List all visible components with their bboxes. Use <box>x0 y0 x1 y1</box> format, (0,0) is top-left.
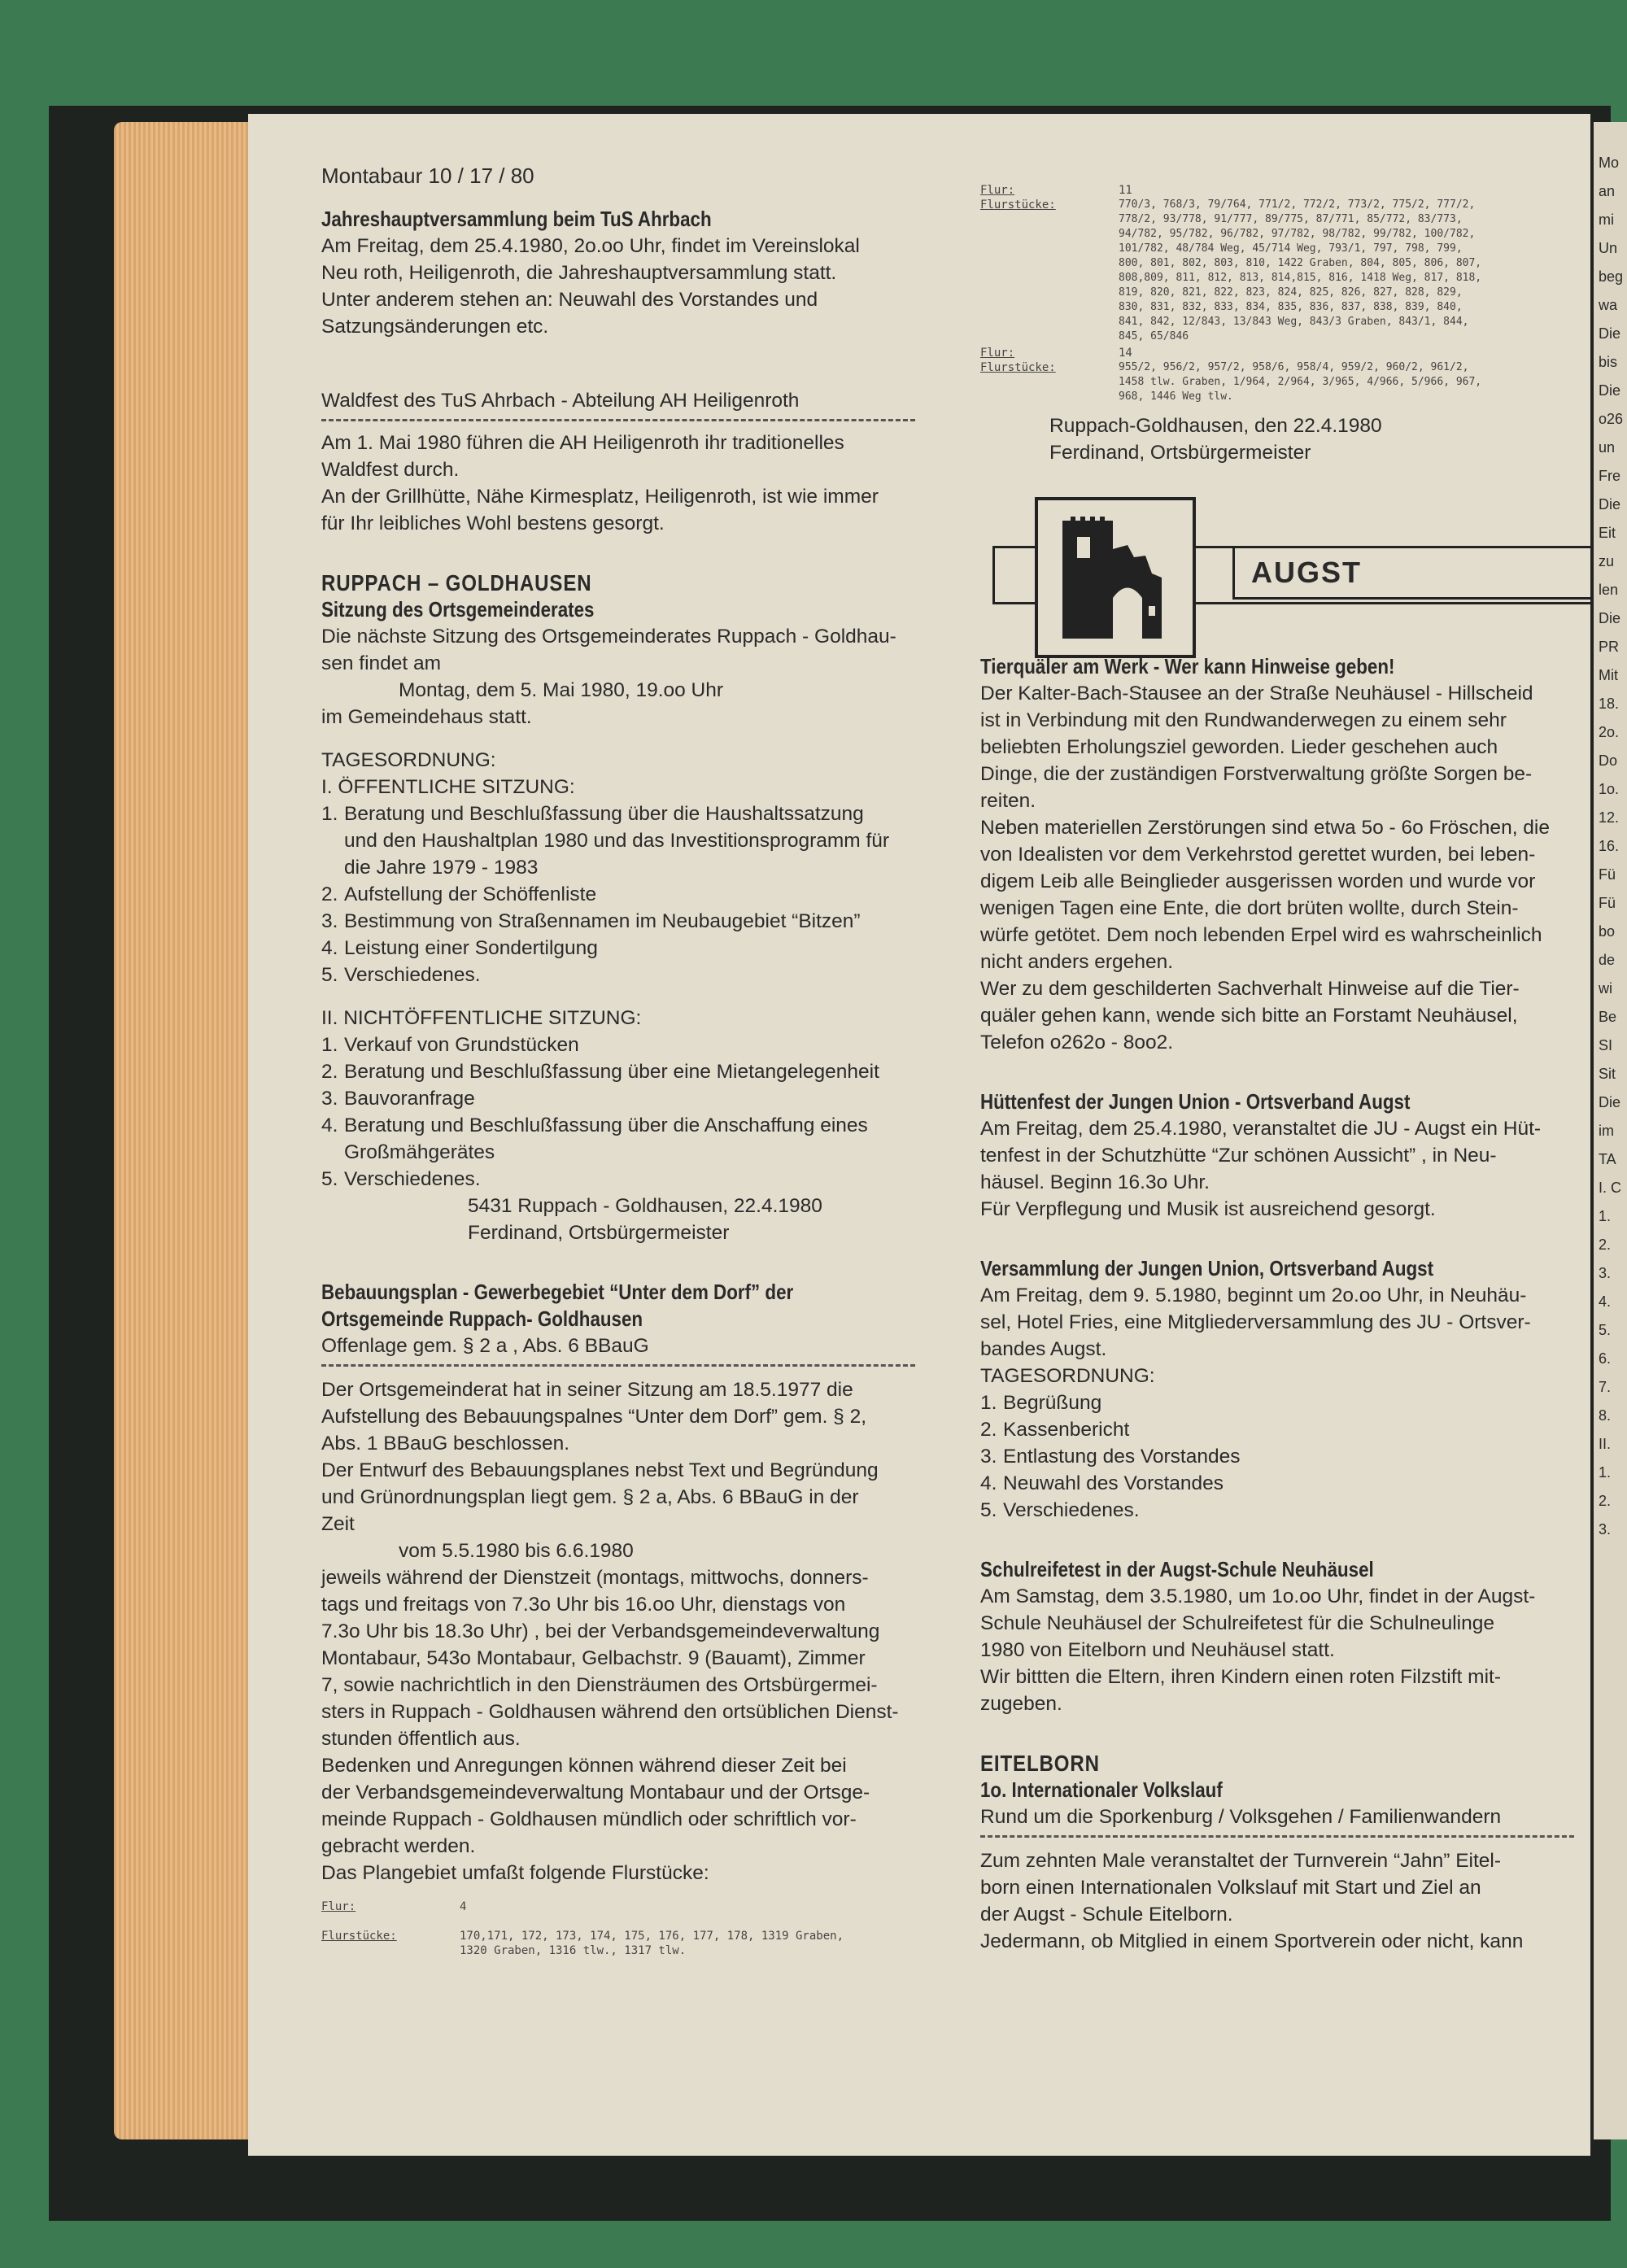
next-page-fragment: Die <box>1599 496 1621 512</box>
castle-ruin-icon <box>1038 500 1186 648</box>
agenda-item: 2. Beratung und Beschlußfassung über eine Mietangelegenheit <box>321 1061 879 1083</box>
next-page-fragment: 7. <box>1599 1379 1612 1395</box>
next-page-fragment: bo <box>1599 923 1616 940</box>
agenda-title: TAGESORDNUNG: <box>980 1365 1155 1387</box>
next-page-fragment: 1. <box>1599 1464 1612 1481</box>
agenda-item: 4. Beratung und Beschlußfassung über die Anschaffung eines <box>321 1114 868 1136</box>
next-page-fragment: 3. <box>1599 1521 1612 1537</box>
agenda-item: Großmähgerätes <box>344 1141 495 1163</box>
next-page-fragment: beg <box>1599 268 1624 285</box>
next-page-edge <box>1590 122 1627 2139</box>
meeting-venue: im Gemeindehaus statt. <box>321 706 532 728</box>
next-page-fragment: wa <box>1599 297 1618 313</box>
display-period: vom 5.5.1980 bis 6.6.1980 <box>399 1540 634 1562</box>
text-line: Wer zu dem geschilderten Sachverhalt Hinweise auf die Tier- <box>980 978 1520 1000</box>
text-line: würfe getötet. Dem noch lebenden Erpel wird es wahrscheinlich <box>980 924 1542 946</box>
text-line: Zum zehnten Male veranstaltet der Turnverein “Jahn” Eitel- <box>980 1850 1502 1872</box>
text-line: sen findet am <box>321 652 442 674</box>
text-line: 7, sowie nachrichtlich in den Diensträumen des Ortsbürgermei- <box>321 1674 878 1696</box>
article-title: 1o. Internationaler Volkslauf <box>980 1777 1223 1802</box>
next-page-fragment: 4. <box>1599 1293 1612 1310</box>
next-page-fragment: 8. <box>1599 1407 1612 1424</box>
text-line: wenigen Tagen eine Ente, die dort brüten wollte, durch Stein- <box>980 897 1519 919</box>
article-waldfest <box>321 387 972 537</box>
text-line: Zeit <box>321 1513 355 1535</box>
agenda-item: 1. Beratung und Beschlußfassung über die Haushaltssatzung <box>321 803 864 825</box>
article-huettenfest <box>980 1088 1590 1223</box>
text-line: Jedermann, ob Mitglied in einem Sportverein oder nicht, kann <box>980 1930 1524 1952</box>
article-subtitle: Rund um die Sporkenburg / Volksgehen / Familienwandern <box>980 1803 1574 1838</box>
next-page-fragment: 3. <box>1599 1265 1612 1281</box>
augst-title: AUGST <box>1232 546 1603 600</box>
text-line: für Ihr leibliches Wohl bestens gesorgt. <box>321 512 665 534</box>
next-page-fragment: Un <box>1599 240 1618 256</box>
article-title: Versammlung der Jungen Union, Ortsverband Augst <box>980 1256 1434 1280</box>
next-page-fragment: 18. <box>1599 696 1620 712</box>
text-line: Abs. 1 BBauG beschlossen. <box>321 1433 570 1455</box>
next-page-fragment: zu <box>1599 553 1615 569</box>
text-line: digem Leib alle Beinglieder ausgerissen worden und wurde vor <box>980 870 1536 892</box>
next-page-fragment: 16. <box>1599 838 1620 854</box>
next-page-fragment: an <box>1599 183 1616 199</box>
text-line: An der Grillhütte, Nähe Kirmesplatz, Heiligenroth, ist wie immer <box>321 486 879 508</box>
signature-place-date: Ruppach-Goldhausen, den 22.4.1980 <box>1049 415 1382 437</box>
text-line: Der Ortsgemeinderat hat in seiner Sitzung am 18.5.1977 die <box>321 1379 853 1401</box>
next-page-fragment: mi <box>1599 212 1614 228</box>
text-line: Schule Neuhäusel der Schulreifetest für die Schulneulinge <box>980 1612 1494 1634</box>
text-line: sters in Ruppach - Goldhausen während den ortsüblichen Dienst- <box>321 1701 899 1723</box>
text-line: tenfest in der Schutzhütte “Zur schönen Aussicht” , in Neu- <box>980 1145 1497 1167</box>
flur-row: Flur: 11 <box>980 184 1132 197</box>
agenda-item: 1. Begrüßung <box>980 1392 1102 1414</box>
agenda-item: 2. Aufstellung der Schöffenliste <box>321 883 597 905</box>
next-page-fragment: TA <box>1599 1151 1616 1167</box>
article-ortsgemeinderat <box>321 569 972 1246</box>
text-line: Montabaur, 543o Montabaur, Gelbachstr. 9 (Bauamt), Zimmer <box>321 1647 866 1669</box>
text-line: der Augst - Schule Eitelborn. <box>980 1904 1233 1926</box>
next-page-fragment: SI <box>1599 1037 1613 1053</box>
private-session-title: II. NICHTÖFFENTLICHE SITZUNG: <box>321 1007 642 1029</box>
next-page-fragment: un <box>1599 439 1616 456</box>
next-page-fragment: Sit <box>1599 1066 1616 1082</box>
right-column <box>980 183 1590 1955</box>
next-page-fragment: bis <box>1599 354 1618 370</box>
text-line: Für Verpflegung und Musik ist ausreichend gesorgt. <box>980 1198 1436 1220</box>
next-page-fragment: o26 <box>1599 411 1624 427</box>
text-line: Unter anderem stehen an: Neuwahl des Vorstandes und <box>321 289 818 311</box>
text-line: beliebten Erholungsziel geworden. Lieder geschehen auch <box>980 736 1498 758</box>
next-page-fragment: Die <box>1599 325 1621 342</box>
flurstuecke-row: Flurstücke: 770/3, 768/3, 79/764, 771/2, 772/2, 773/2, 775/2, 777/2, 778/2, 93/778, 91/777, 89/775, 87/771, 85/772, 83/773, 94/782, 95/782, 96/782, 97/782, 98/782, 99/782, 100/782, 101/782, 48/784 Weg, 45/714 Weg, 793/1, 797, 798, 799, 800, 801, 802, 803, 810, 1422 Graben, 804, 805, 806, 807, 808,809, 811, 812, 813, 814,815, 816, 1418 Weg, 817, 818, 819, 820, 821, 822, 823, 824, 825, 826, 827, 828, 829, 830, 831, 832, 833, 834, 835, 836, 837, 838, 839, 840, 841, 842, 12/843, 13/843 Weg, 843/3 Graben, 843/1, 844, 845, 65/846 <box>980 198 1482 342</box>
next-page-fragment: Die <box>1599 382 1621 399</box>
next-page-fragment: 5. <box>1599 1322 1612 1338</box>
next-page-fragment: 12. <box>1599 809 1620 826</box>
article-title: Sitzung des Ortsgemeinderates <box>321 597 595 622</box>
text-line: gebracht werden. <box>321 1835 476 1857</box>
next-page-fragment: PR <box>1599 639 1620 655</box>
article-schulreifetest <box>980 1556 1590 1717</box>
text-line: 7.3o Uhr bis 18.3o Uhr) , bei der Verbandsgemeindeverwaltung <box>321 1620 880 1642</box>
article-subtitle: Offenlage gem. § 2 a , Abs. 6 BBauG <box>321 1332 915 1367</box>
article-volkslauf <box>980 1750 1590 1955</box>
text-line: sel, Hotel Fries, eine Mitgliederversammlung des JU - Ortsver- <box>980 1311 1531 1333</box>
text-line: 1980 von Eitelborn und Neuhäusel statt. <box>980 1639 1335 1661</box>
article-ju-versammlung <box>980 1255 1590 1524</box>
next-page-fragment: len <box>1599 582 1619 598</box>
meeting-date: Montag, dem 5. Mai 1980, 19.oo Uhr <box>399 679 724 701</box>
next-page-fragment: Die <box>1599 610 1621 626</box>
text-line: born einen Internationalen Volkslauf mit Start und Ziel an <box>980 1877 1481 1899</box>
augst-section-banner <box>992 497 1590 635</box>
agenda-item: 2. Kassenbericht <box>980 1419 1130 1441</box>
article-bebauungsplan <box>321 1279 972 1958</box>
next-page-fragment: Die <box>1599 1094 1621 1110</box>
text-line: nicht anders ergehen. <box>980 951 1173 973</box>
agenda-item: 4. Neuwahl des Vorstandes <box>980 1472 1224 1494</box>
text-line: Satzungsänderungen etc. <box>321 316 549 338</box>
agenda-item: die Jahre 1979 - 1983 <box>344 857 539 879</box>
agenda-item: 5. Verschiedenes. <box>321 1168 481 1190</box>
article-title: Bebauungsplan - Gewerbegebiet “Unter dem Dorf” der <box>321 1280 794 1304</box>
agenda-item: 3. Bauvoranfrage <box>321 1088 475 1110</box>
text-line: Telefon o262o - 8oo2. <box>980 1032 1174 1053</box>
next-page-fragment: Mit <box>1599 667 1618 683</box>
text-line: Am 1. Mai 1980 führen die AH Heiligenroth ihr traditionelles <box>321 432 844 454</box>
text-line: Wir bittten die Eltern, ihren Kindern einen roten Filzstift mit- <box>980 1666 1501 1688</box>
next-page-fragment: 1o. <box>1599 781 1620 797</box>
next-page-fragment: Fü <box>1599 895 1616 911</box>
text-line: meinde Ruppach - Goldhausen mündlich oder schriftlich vor- <box>321 1808 857 1830</box>
text-line: jeweils während der Dienstzeit (montags, mittwochs, donners- <box>321 1567 869 1589</box>
text-line: quäler gehen kann, wende sich bitte an Forstamt Neuhäusel, <box>980 1005 1518 1027</box>
article-title: Waldfest des TuS Ahrbach - Abteilung AH Heiligenroth <box>321 387 915 421</box>
agenda-title: TAGESORDNUNG: <box>321 749 496 771</box>
text-line: zugeben. <box>980 1693 1062 1715</box>
next-page-fragment: 2. <box>1599 1236 1612 1253</box>
signature-name: Ferdinand, Ortsbürgermeister <box>468 1222 730 1244</box>
next-page-fragment: wi <box>1599 980 1612 997</box>
text-line: ist in Verbindung mit den Rundwanderwegen zu einem sehr <box>980 709 1507 731</box>
article-title-line2: Ortsgemeinde Ruppach- Goldhausen <box>321 1306 643 1331</box>
section-place-heading: EITELBORN <box>980 1751 1100 1776</box>
next-page-fragment: Be <box>1599 1009 1617 1025</box>
article-jahreshauptversammlung <box>321 206 972 340</box>
next-page-fragment: 1. <box>1599 1208 1612 1224</box>
next-page-fragment: 6. <box>1599 1350 1612 1367</box>
next-page-fragment: de <box>1599 952 1616 968</box>
text-line: und Grünordnungsplan liegt gem. § 2 a, Abs. 6 BBauG in der <box>321 1486 859 1508</box>
text-line: Der Kalter-Bach-Stausee an der Straße Neuhäusel - Hillscheid <box>980 683 1533 704</box>
text-line: Die nächste Sitzung des Ortsgemeinderates Ruppach - Goldhau- <box>321 626 896 648</box>
agenda-item: und den Haushaltplan 1980 und das Investitionsprogramm für <box>344 830 890 852</box>
text-line: Neu roth, Heiligenroth, die Jahreshauptversammlung statt. <box>321 262 837 284</box>
text-line: Am Freitag, dem 9. 5.1980, beginnt um 2o.oo Uhr, in Neuhäu- <box>980 1284 1527 1306</box>
section-place-heading: RUPPACH – GOLDHAUSEN <box>321 570 592 595</box>
agenda-item: 5. Verschiedenes. <box>321 964 481 986</box>
public-session-title: I. ÖFFENTLICHE SITZUNG: <box>321 776 575 798</box>
text-line: Aufstellung des Bebauungspalnes “Unter dem Dorf” gem. § 2, <box>321 1406 867 1428</box>
agenda-item: 1. Verkauf von Grundstücken <box>321 1034 579 1056</box>
text-line: stunden öffentlich aus. <box>321 1728 521 1750</box>
text-line: Am Freitag, dem 25.4.1980, 2o.oo Uhr, findet im Vereinslokal <box>321 235 860 257</box>
text-line: Am Freitag, dem 25.4.1980, veranstaltet die JU - Augst ein Hüt- <box>980 1118 1542 1140</box>
next-page-fragment: Eit <box>1599 525 1616 541</box>
text-line: tags und freitags von 7.3o Uhr bis 16.oo Uhr, dienstags von <box>321 1594 846 1616</box>
text-line: der Verbandsgemeindeverwaltung Montabaur und der Ortsge- <box>321 1782 870 1803</box>
text-line: bandes Augst. <box>980 1338 1107 1360</box>
page-edges <box>114 122 252 2139</box>
text-line: Das Plangebiet umfaßt folgende Flurstücke: <box>321 1862 709 1884</box>
flur-row: Flur: 4 <box>321 1900 467 1913</box>
text-line: Bedenken und Anregungen können während dieser Zeit bei <box>321 1755 847 1777</box>
next-page-fragment: 2. <box>1599 1493 1612 1509</box>
text-line: Waldfest durch. <box>321 459 460 481</box>
next-page-fragment: Fü <box>1599 866 1616 883</box>
agenda-item: 5. Verschiedenes. <box>980 1499 1140 1521</box>
article-title: Schulreifetest in der Augst-Schule Neuhäusel <box>980 1557 1374 1581</box>
article-title: Hüttenfest der Jungen Union - Ortsverband Augst <box>980 1089 1411 1114</box>
next-page-fragment: im <box>1599 1123 1614 1139</box>
text-line: Dinge, die der zuständigen Forstverwaltung größte Sorgen be- <box>980 763 1533 785</box>
castle-ruin-logo <box>1035 497 1196 658</box>
text-line: Neben materiellen Zerstörungen sind etwa 5o - 6o Fröschen, die <box>980 817 1550 839</box>
next-page-fragment: 2o. <box>1599 724 1620 740</box>
article-title: Tierquäler am Werk - Wer kann Hinweise geben! <box>980 654 1395 678</box>
flurstuecke-row: Flurstücke: 170,171, 172, 173, 174, 175, 176, 177, 178, 1319 Graben, 1320 Graben, 1316 tlw., 1317 tlw. <box>321 1930 844 1957</box>
text-line: von Idealisten vor dem Verkehrstod gerettet wurden, bei leben- <box>980 844 1536 866</box>
next-page-fragment: Do <box>1599 752 1618 769</box>
text-line: häusel. Beginn 16.3o Uhr. <box>980 1171 1210 1193</box>
next-page-fragment: II. <box>1599 1436 1612 1452</box>
text-line: Am Samstag, dem 3.5.1980, um 1o.oo Uhr, findet in der Augst- <box>980 1585 1536 1607</box>
flurstuecke-row: Flurstücke: 955/2, 956/2, 957/2, 958/6, 958/4, 959/2, 960/2, 961/2, 1458 tlw. Graben, 1/964, 2/964, 3/965, 4/966, 5/966, 967, 968, 1446 Weg tlw. <box>980 361 1482 403</box>
agenda-item: 3. Bestimmung von Straßennamen im Neubaugebiet “Bitzen” <box>321 910 861 932</box>
signature-place-date: 5431 Ruppach - Goldhausen, 22.4.1980 <box>468 1195 822 1217</box>
flur-row: Flur: 14 <box>980 347 1132 360</box>
text-line: Der Entwurf des Bebauungsplanes nebst Text und Begründung <box>321 1459 879 1481</box>
signature-name: Ferdinand, Ortsbürgermeister <box>1049 442 1311 464</box>
agenda-item: 4. Leistung einer Sondertilgung <box>321 937 598 959</box>
page-header-ref: Montabaur 10 / 17 / 80 <box>321 164 534 188</box>
agenda-item: 3. Entlastung des Vorstandes <box>980 1446 1241 1468</box>
next-page-fragment: Mo <box>1599 155 1620 171</box>
left-column <box>321 163 972 1958</box>
text-line: reiten. <box>980 790 1036 812</box>
next-page-fragment: I. C <box>1599 1180 1622 1196</box>
article-tierquaeler <box>980 653 1590 1056</box>
article-title: Jahreshauptversammlung beim TuS Ahrbach <box>321 207 712 231</box>
next-page-fragment: Fre <box>1599 468 1620 484</box>
